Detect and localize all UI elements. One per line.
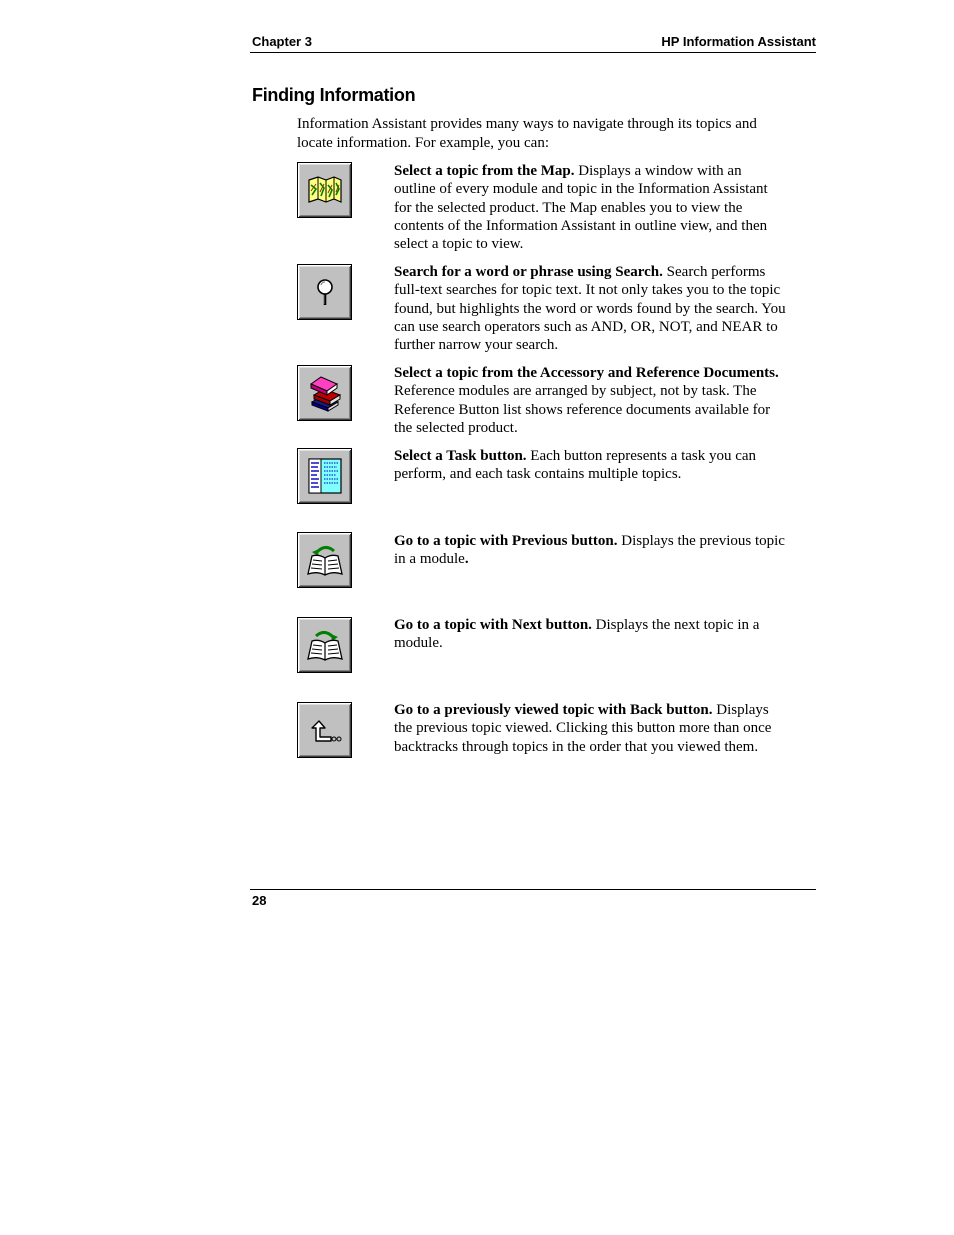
item-map-description xyxy=(394,162,786,253)
item-previous-text: Displays the previous topic in a module xyxy=(394,533,785,568)
reference-documents-button[interactable] xyxy=(297,365,352,421)
header-rule xyxy=(250,52,816,53)
item-search-text: Search performs full-text searches for topic text. It not only takes you to the topic found, but highlights the word or words found by the search. You can use search operators such as AND, OR, NOT, and NEAR to further narrow your search. xyxy=(394,264,786,354)
item-reference-title: Select a topic from the Accessory and Reference Documents. xyxy=(394,365,779,381)
back-arrow-icon xyxy=(306,711,344,749)
map-icon xyxy=(306,171,344,209)
item-next-title: Go to a topic with Next button. xyxy=(394,617,592,633)
header-title: HP Information Assistant xyxy=(661,34,816,49)
item-next-text: Displays the next topic in a module. xyxy=(394,617,760,652)
item-task-text: Each button represents a task you can perform, and each task contains multiple topics. xyxy=(394,448,757,483)
item-previous-description xyxy=(394,532,786,569)
item-search-title: Search for a word or phrase using Search. xyxy=(394,264,663,280)
books-stack-icon xyxy=(306,374,344,412)
item-reference-text: Reference modules are arranged by subject, not by task. The Reference Button list shows reference documents available for the selected product. xyxy=(394,383,771,436)
item-map-title: Select a topic from the Map. xyxy=(394,163,575,179)
search-button[interactable] xyxy=(297,264,352,320)
item-map-text: Displays a window with an outline of every module and topic in the Information Assistant for the selected product. The Map enables you to view the contents of the Information Assistant in outline view, and then select a topic to view. xyxy=(394,163,768,253)
task-button[interactable] xyxy=(297,448,352,504)
item-search-description xyxy=(394,263,786,354)
item-back-title: Go to a previously viewed topic with Back button. xyxy=(394,702,713,718)
previous-button[interactable] xyxy=(297,532,352,588)
item-reference-description xyxy=(394,364,786,437)
header-chapter: Chapter 3 xyxy=(252,34,312,49)
item-task-description xyxy=(394,447,786,484)
item-task-title: Select a Task button. xyxy=(394,448,527,464)
page-number: 28 xyxy=(252,893,267,908)
previous-book-icon xyxy=(306,541,344,579)
back-button[interactable] xyxy=(297,702,352,758)
item-previous-title: Go to a topic with Previous button. xyxy=(394,533,618,549)
intro-paragraph: Information Assistant provides many ways to navigate through its topics and locate information. For example, you can: xyxy=(297,116,757,151)
search-magnifier-icon xyxy=(306,273,344,311)
map-button[interactable] xyxy=(297,162,352,218)
section-heading: Finding Information xyxy=(252,85,416,105)
item-back-text: Displays the previous topic viewed. Clicking this button more than once backtracks through topics in the order that you viewed them. xyxy=(394,702,772,755)
footer-rule xyxy=(250,889,816,890)
item-back-description xyxy=(394,701,786,756)
item-previous-period: . xyxy=(464,551,469,568)
item-next-description xyxy=(394,616,786,653)
task-list-icon xyxy=(306,457,344,495)
next-button[interactable] xyxy=(297,617,352,673)
next-book-icon xyxy=(306,626,344,664)
